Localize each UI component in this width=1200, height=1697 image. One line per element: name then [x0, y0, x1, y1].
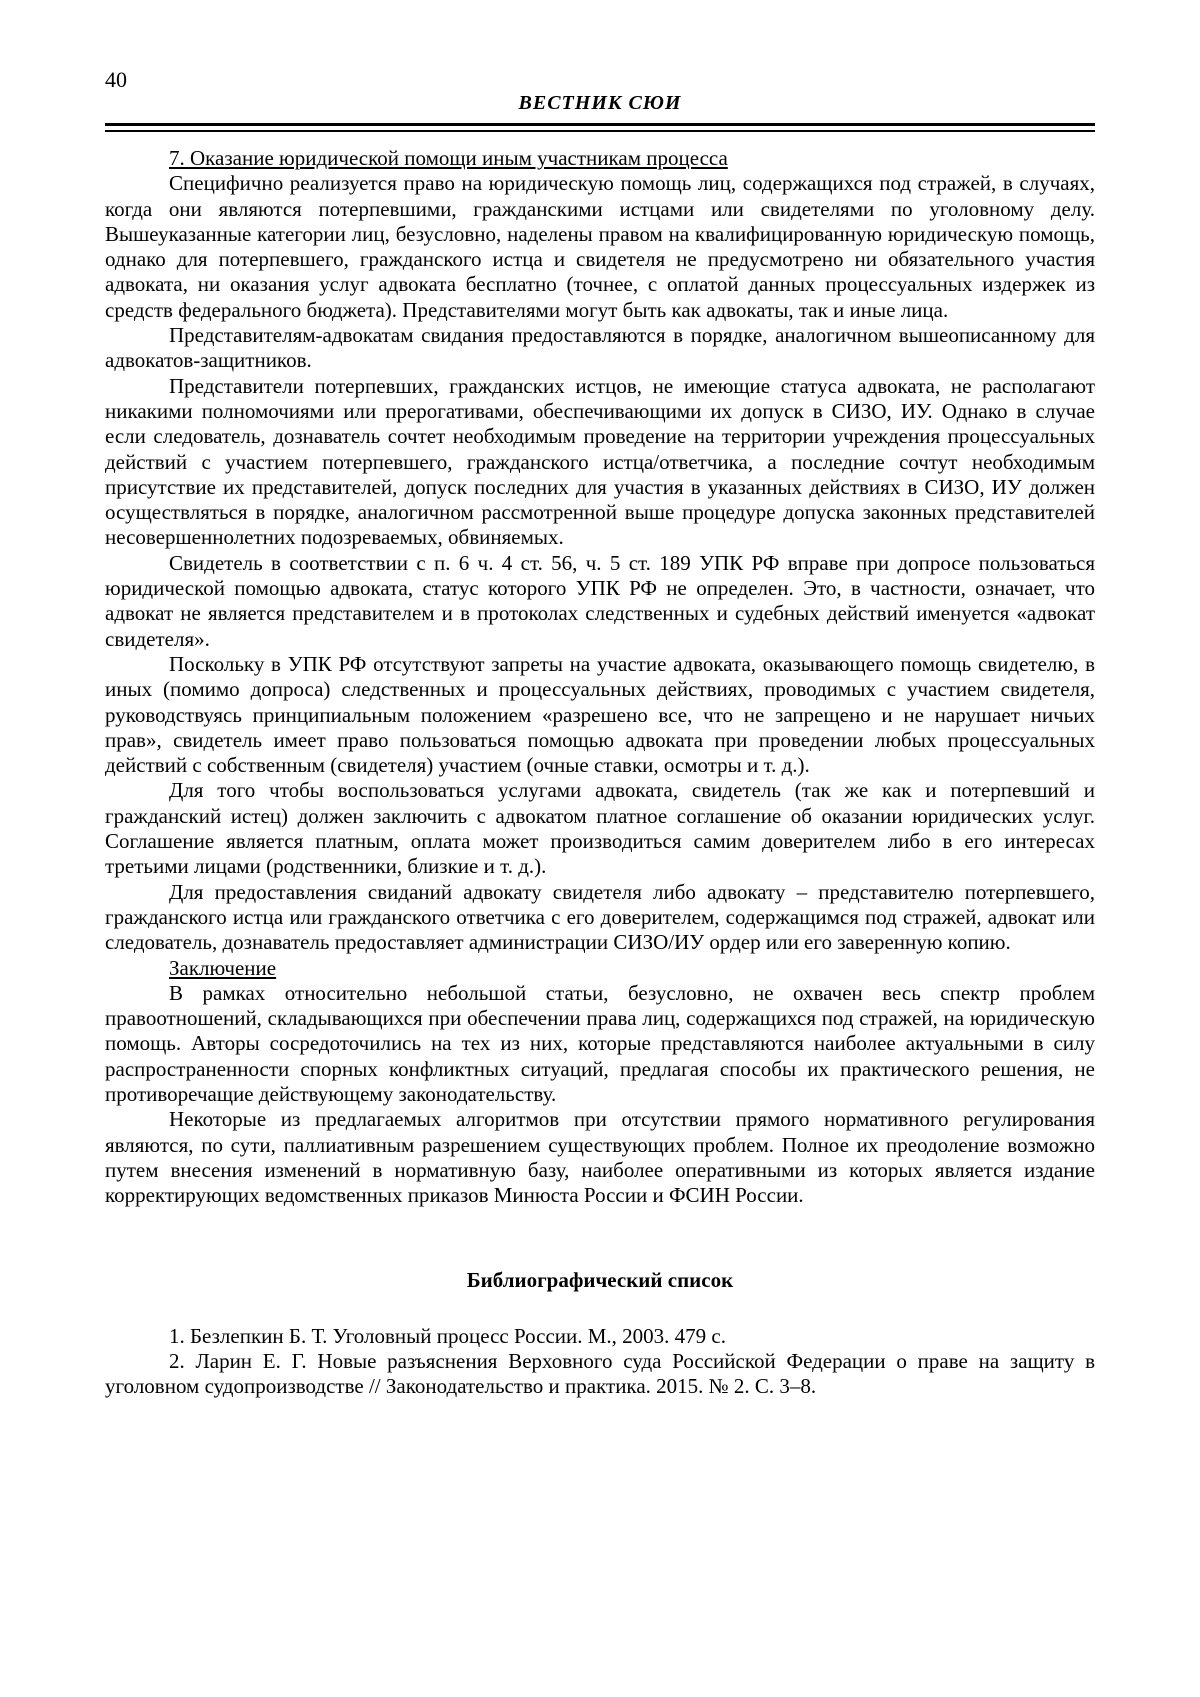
- paragraph: Для того чтобы воспользоваться услугами адвоката, свидетель (так же как и потерпевший и гражданский истец) должен заключить с адвокатом платное соглашение об оказании юридических услуг. Соглашение является платным, оплата может производиться самим доверителем либо в его интересах третьими лицами (родственники, близкие и т. д.).: [105, 778, 1095, 879]
- bibliography-item: 1. Безлепкин Б. Т. Уголовный процесс России. М., 2003. 479 с.: [169, 1323, 727, 1348]
- paragraph: Представителям-адвокатам свидания предоставляются в порядке, аналогичном вышеописанному для адвокатов-защитников.: [105, 323, 1095, 373]
- conclusion-heading: [105, 956, 1095, 981]
- paragraph: Некоторые из предлагаемых алгоритмов при отсутствии прямого нормативного регулирования являются, по сути, паллиативным разрешением существующих проблем. Полное их преодоление возможно путем внесения изменений в нормативную базу, наиболее оперативными из которых является издание корректирующих ведомственных приказов Минюста России и ФСИН России.: [105, 1107, 1095, 1208]
- bibliography-title: Библиографический список: [466, 1268, 734, 1293]
- paragraph: Свидетель в соответствии с п. 6 ч. 4 ст. 56, ч. 5 ст. 189 УПК РФ вправе при допросе пользоваться юридической помощью адвоката, статус которого УПК РФ не определен. Это, в частности, означает, что адвокат не является представителем и в протоколах следственных и судебных действий именуется «адвокат свидетеля».: [105, 550, 1095, 651]
- paragraph: Представители потерпевших, гражданских истцов, не имеющие статуса адвоката, не располагают никакими полномочиями или прерогативами, обеспечивающими их допуск в СИЗО, ИУ. Однако в случае если следователь, дознаватель сочтет необходимым проведение на территории учреждения процессуальных действий с участием потерпевшего, гражданского истца/ответчика, а последние сочтут необходимым присутствие их представителей, допуск последних для участия в указанных действиях в СИЗО, ИУ должен осуществляться в порядке, аналогичном рассмотренной выше процедуре допуска законных представителей несовершеннолетних подозреваемых, обвиняемых.: [105, 373, 1095, 550]
- paragraph: Для предоставления свиданий адвокату свидетеля либо адвокату – представителю потерпевшего, гражданского истца или гражданского ответчика с его доверителем, содержащимся под стражей, адвокат или следователь, дознаватель предоставляет администрации СИЗО/ИУ ордер или его заверенную копию.: [105, 879, 1095, 955]
- conclusion-heading-text: Заключение: [169, 955, 277, 980]
- article-body: [105, 146, 1095, 1400]
- paragraph: Поскольку в УПК РФ отсутствуют запреты на участие адвоката, оказывающего помощь свидетелю, в иных (помимо допроса) следственных и процессуальных действиях, проводимых с участием свидетеля, руководствуясь принципиальным положением «разрешено все, что не запрещено и не нарушает ничьих прав», свидетель имеет право пользоваться помощью адвоката при проведении любых процессуальных действий с собственным (свидетеля) участием (очные ставки, осмотры и т. д.).: [105, 651, 1095, 778]
- page-content: [105, 68, 1095, 1400]
- paragraph: В рамках относительно небольшой статьи, безусловно, не охвачен весь спектр проблем правоотношений, складывающихся при обеспечении права лиц, содержащихся под стражей, на юридическую помощь. Авторы сосредоточились на тех из них, которые представляются наиболее актуальными в силу распространенности спорных конфликтных ситуаций, предлагая способы их практического решения, не противоречащие действующему законодательству.: [105, 980, 1095, 1106]
- header-divider: [105, 123, 1095, 132]
- journal-title: ВЕСТНИК СЮИ: [518, 92, 682, 114]
- section-heading-text: 7. Оказание юридической помощи иным участникам процесса: [169, 146, 728, 170]
- page-number: 40: [105, 67, 127, 92]
- section-heading: [105, 146, 1095, 171]
- bibliography-item: 2. Ларин Е. Г. Новые разъяснения Верховного суда Российской Федерации о праве на защиту в уголовном судопроизводстве // Законодательство и практика. 2015. № 2. С. 3–8.: [105, 1349, 1095, 1399]
- paragraph: Специфично реализуется право на юридическую помощь лиц, содержащихся под стражей, в случаях, когда они являются потерпевшими, гражданскими истцами или свидетелями по уголовному делу. Вышеуказанные категории лиц, безусловно, наделены правом на квалифицированную юридическую помощь, однако для потерпевшего, гражданского истца и свидетеля не предусмотрено ни обязательного участия адвоката, ни оказания услуг адвоката бесплатно (точнее, с оплатой данных процессуальных издержек из средств федерального бюджета). Представителями могут быть как адвокаты, так и иные лица.: [105, 171, 1095, 322]
